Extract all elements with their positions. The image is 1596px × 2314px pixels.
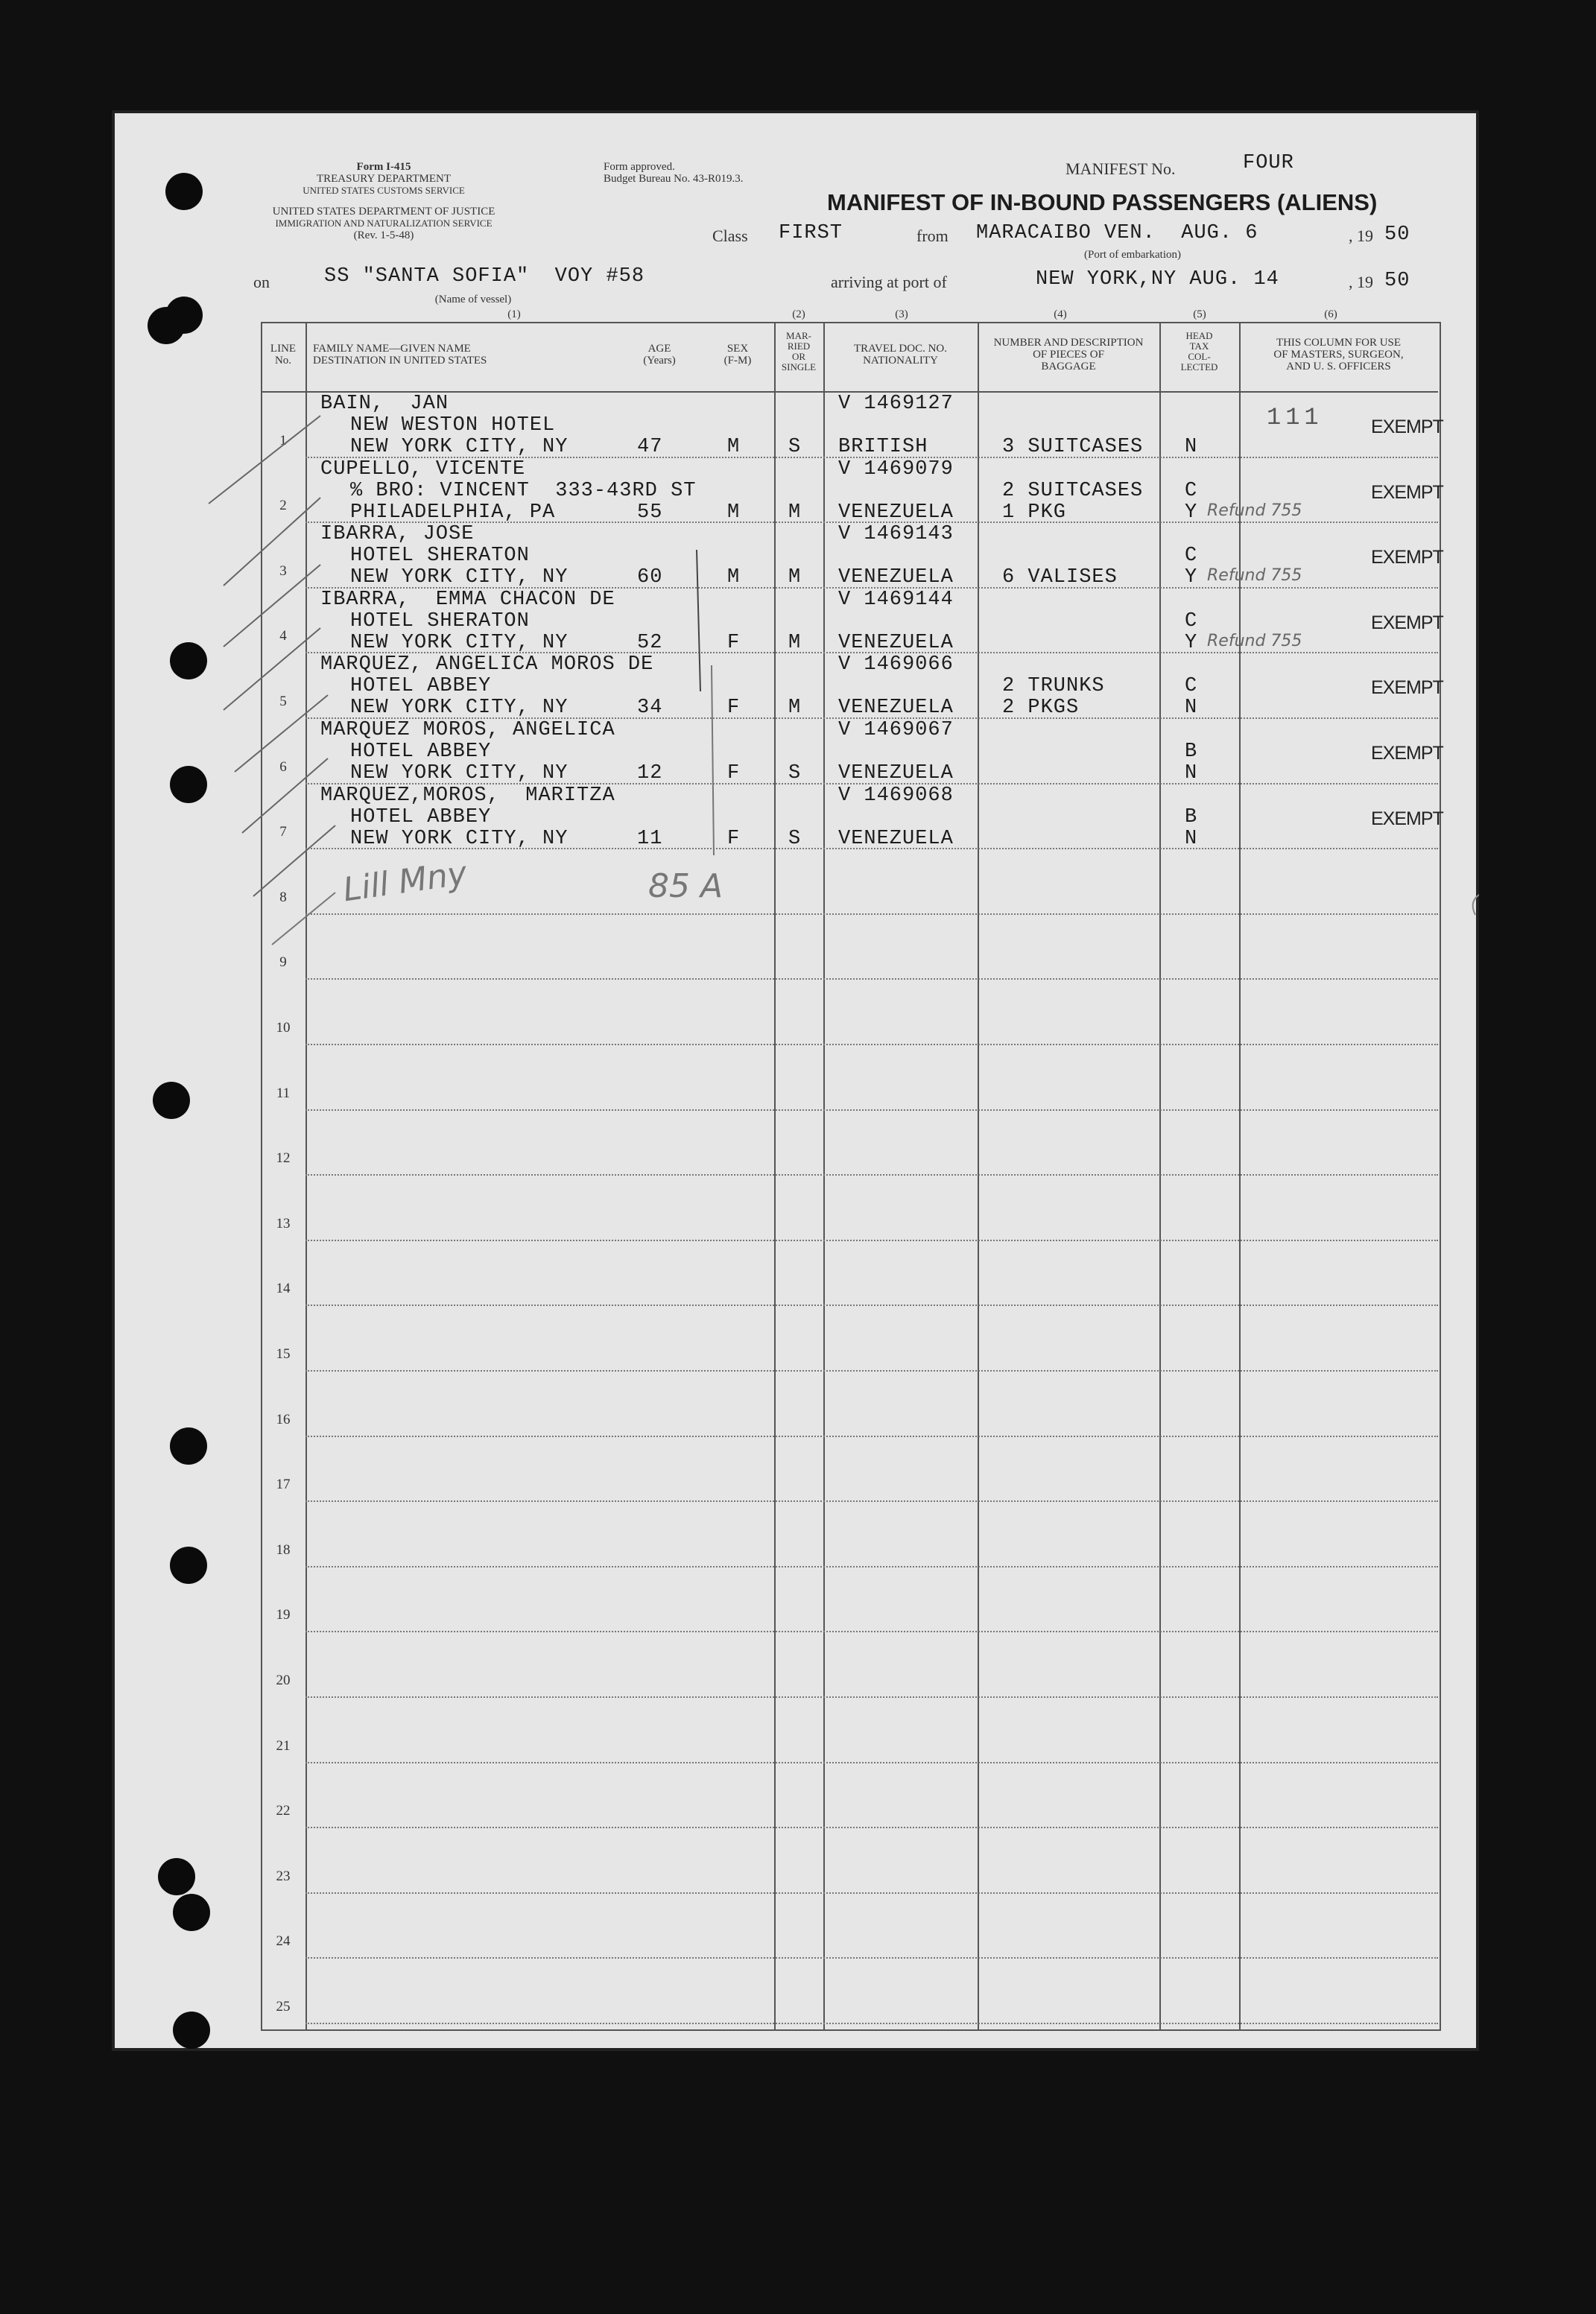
marital-status: S [788,827,802,850]
marital-status: S [788,762,802,784]
passenger-name: MARQUEZ,MOROS, MARITZA [320,784,615,807]
sex: F [727,762,741,784]
vessel-name: SS "SANTA SOFIA" VOY #58 [324,265,645,288]
line-number: 3 [279,562,287,579]
age: 55 [637,501,663,524]
hdr-name: FAMILY NAME—GIVEN NAME DESTINATION IN UNITED STATES [313,343,487,367]
hdr-baggage: NUMBER AND DESCRIPTION OF PIECES OF BAGGAGE [993,337,1144,373]
hdr-married: MAR- RIED OR SINGLE [781,330,817,373]
baggage-line-2: 6 VALISES [1002,566,1118,589]
dept-immigration: IMMIGRATION AND NATURALIZATION SERVICE [275,218,493,229]
passenger-name: IBARRA, JOSE [320,523,475,546]
nationality: VENEZUELA [838,697,954,720]
year-value-1: 50 [1384,224,1410,246]
dept-justice: UNITED STATES DEPARTMENT OF JUSTICE [272,206,495,218]
handwritten-refund-note: Refund 755 [1207,631,1302,650]
sex: M [727,501,741,524]
travel-doc-number: V 1469066 [838,653,954,676]
head-tax-mark-1: C [1185,545,1198,568]
travel-doc-number: V 1469144 [838,588,954,611]
head-tax-mark-2: N [1185,436,1198,458]
on-label: on [253,273,270,291]
binder-hole [173,1894,210,1931]
passenger-name: MARQUEZ, ANGELICA MOROS DE [320,653,654,676]
line-number: 4 [279,628,287,644]
travel-doc-number: V 1469127 [838,393,954,415]
hdr-head-tax: HEAD TAX COL- LECTED [1180,330,1218,373]
officer-signature: Lill Mny [341,854,469,910]
form-revision: (Rev. 1-5-48) [353,229,414,241]
age: 60 [637,566,663,589]
vessel-caption: (Name of vessel) [434,294,512,305]
head-tax-mark-1: C [1185,609,1198,633]
destination-line-2: NEW YORK CITY, NY [350,762,569,784]
hdr-age: AGE (Years) [643,343,676,367]
hdr-officers: THIS COLUMN FOR USE OF MASTERS, SURGEON, AND U. S. OFFICERS [1273,337,1404,373]
port-embark-caption: (Port of embarkation) [1084,249,1181,261]
officer-remark: EXEMPT [1371,677,1443,699]
destination-line-2: NEW YORK CITY, NY [350,436,569,458]
destination-line-2: PHILADELPHIA, PA [350,501,556,524]
form-approved: Form approved. [604,161,675,173]
line-number: 21 [276,1737,291,1754]
sex: F [727,697,741,720]
head-tax-mark-2: Y [1185,631,1198,654]
line-number: 24 [276,1933,291,1950]
marital-status: M [788,501,802,524]
line-number: 5 [279,694,287,709]
binder-hole [170,1547,207,1584]
line-number: 15 [276,1346,291,1362]
age: 12 [637,762,663,784]
officer-stamp-111: 111 [1267,404,1323,431]
line-number: 25 [276,1999,291,2015]
officer-remark: EXEMPT [1371,481,1443,503]
officer-remark: EXEMPT [1371,416,1443,437]
col-num-6: (6) [1324,308,1337,320]
binder-hole [148,307,185,344]
destination-line-2: NEW YORK CITY, NY [350,631,569,654]
destination-line-2: NEW YORK CITY, NY [350,566,569,589]
binder-hole [158,1858,195,1895]
col-num-3: (3) [895,308,908,320]
year-prefix-2: , 19 [1349,273,1373,291]
line-number: 8 [279,889,287,905]
passenger-name: IBARRA, EMMA CHACON DE [320,588,615,611]
nationality: VENEZUELA [838,762,954,784]
officer-remark: EXEMPT [1371,612,1443,633]
line-number: 7 [279,824,287,840]
signature-code: 85 A [648,867,723,905]
hdr-travel-doc: TRAVEL DOC. NO. NATIONALITY [853,343,947,367]
destination-line-1: % BRO: VINCENT 333-43RD ST [350,479,697,502]
nationality: VENEZUELA [838,501,954,524]
binder-hole [170,642,207,679]
officer-remark: EXEMPT [1371,547,1443,568]
destination-line-1: HOTEL SHERATON [350,545,530,568]
year-prefix-1: , 19 [1349,226,1373,245]
marital-status: M [788,566,802,589]
sex: M [727,436,741,458]
head-tax-mark-1: B [1185,741,1198,763]
line-number: 19 [276,1607,291,1623]
line-number: 20 [276,1673,291,1688]
line-number: 14 [276,1281,291,1297]
head-tax-mark-2: N [1185,762,1198,784]
nationality: VENEZUELA [838,631,954,654]
binder-hole [170,1427,207,1465]
line-number: 13 [276,1215,291,1232]
destination-line-2: NEW YORK CITY, NY [350,827,569,850]
binder-hole [170,766,207,803]
destination-line-1: NEW WESTON HOTEL [350,414,556,437]
nationality: VENEZUELA [838,566,954,589]
line-number: 9 [279,954,287,971]
handwritten-refund-note: Refund 755 [1207,566,1302,586]
age: 52 [637,631,663,654]
travel-doc-number: V 1469067 [838,719,954,741]
class-value: FIRST [779,222,843,244]
sex: F [727,827,741,850]
col-num-1: (1) [507,308,521,320]
head-tax-mark-1: C [1185,675,1198,698]
col-num-2: (2) [792,308,805,320]
baggage-line-2: 2 PKGS [1002,697,1080,720]
head-tax-mark-2: N [1185,827,1198,850]
passenger-name: MARQUEZ MOROS, ANGELICA [320,719,615,741]
form-number: Form I-415 [356,161,411,173]
age: 34 [637,697,663,720]
destination-line-1: HOTEL SHERATON [350,609,530,633]
line-number: 2 [279,498,287,514]
destination-line-1: HOTEL ABBEY [350,805,492,828]
line-number: 12 [276,1150,291,1167]
arriving-label: arriving at port of [831,273,947,291]
col-num-5: (5) [1193,308,1206,320]
destination-line-1: HOTEL ABBEY [350,675,492,698]
baggage-line-2: 1 PKG [1002,501,1067,524]
port-of-arrival: NEW YORK,NY AUG. 14 [1036,268,1279,291]
passenger-name: BAIN, JAN [320,393,449,415]
manifest-no-label: MANIFEST No. [1065,159,1176,178]
line-number: 11 [276,1085,291,1101]
officer-remark: EXEMPT [1371,743,1443,764]
line-number: 23 [276,1868,291,1884]
line-number: 16 [276,1411,291,1427]
head-tax-mark-1: C [1185,479,1198,502]
manifest-title: MANIFEST OF IN-BOUND PASSENGERS (ALIENS) [827,189,1378,215]
line-number: 6 [279,758,287,775]
travel-doc-number: V 1469079 [838,457,954,481]
sex: F [727,631,741,654]
line-number: 1 [279,432,287,448]
head-tax-mark-1: B [1185,805,1198,828]
handwritten-refund-note: Refund 755 [1207,501,1302,520]
dept-customs: UNITED STATES CUSTOMS SERVICE [303,185,465,196]
line-number: 18 [276,1541,291,1558]
travel-doc-number: V 1469143 [838,523,954,546]
head-tax-mark-2: Y [1185,566,1198,589]
baggage-line-1: 2 SUITCASES [1002,479,1144,502]
officer-remark: EXEMPT [1371,808,1443,829]
marital-status: M [788,697,802,720]
head-tax-mark-2: N [1185,697,1198,720]
binder-hole [153,1082,190,1119]
line-number: 17 [276,1477,291,1493]
port-of-embarkation: MARACAIBO VEN. AUG. 6 [976,222,1258,244]
nationality: VENEZUELA [838,827,954,850]
binder-hole [173,2012,210,2049]
hdr-sex: SEX (F-M) [723,343,752,367]
passenger-name: CUPELLO, VICENTE [320,457,526,481]
col-num-4: (4) [1054,308,1067,320]
travel-doc-number: V 1469068 [838,784,954,807]
destination-line-1: HOTEL ABBEY [350,741,492,763]
marital-status: S [788,436,802,458]
manifest-sheet [112,110,1479,2051]
dept-treasury: TREASURY DEPARTMENT [316,173,452,185]
budget-bureau: Budget Bureau No. 43-R019.3. [604,173,744,185]
hdr-line-no: LINE No. [270,343,297,367]
nationality: BRITISH [838,436,928,458]
binder-hole [165,173,203,210]
head-tax-mark-2: Y [1185,501,1198,524]
class-label: Class [712,226,748,245]
line-number: 10 [276,1020,291,1036]
destination-line-2: NEW YORK CITY, NY [350,697,569,720]
marital-status: M [788,631,802,654]
year-value-2: 50 [1384,270,1410,292]
sex: M [727,566,741,589]
handwritten-marks [112,110,1479,2051]
from-label: from [916,226,949,245]
manifest-no-value: FOUR [1243,152,1294,174]
baggage-line-2: 3 SUITCASES [1002,436,1144,458]
age: 11 [637,827,663,850]
age: 47 [637,436,663,458]
line-number: 22 [276,1803,291,1819]
baggage-line-1: 2 TRUNKS [1002,675,1105,698]
